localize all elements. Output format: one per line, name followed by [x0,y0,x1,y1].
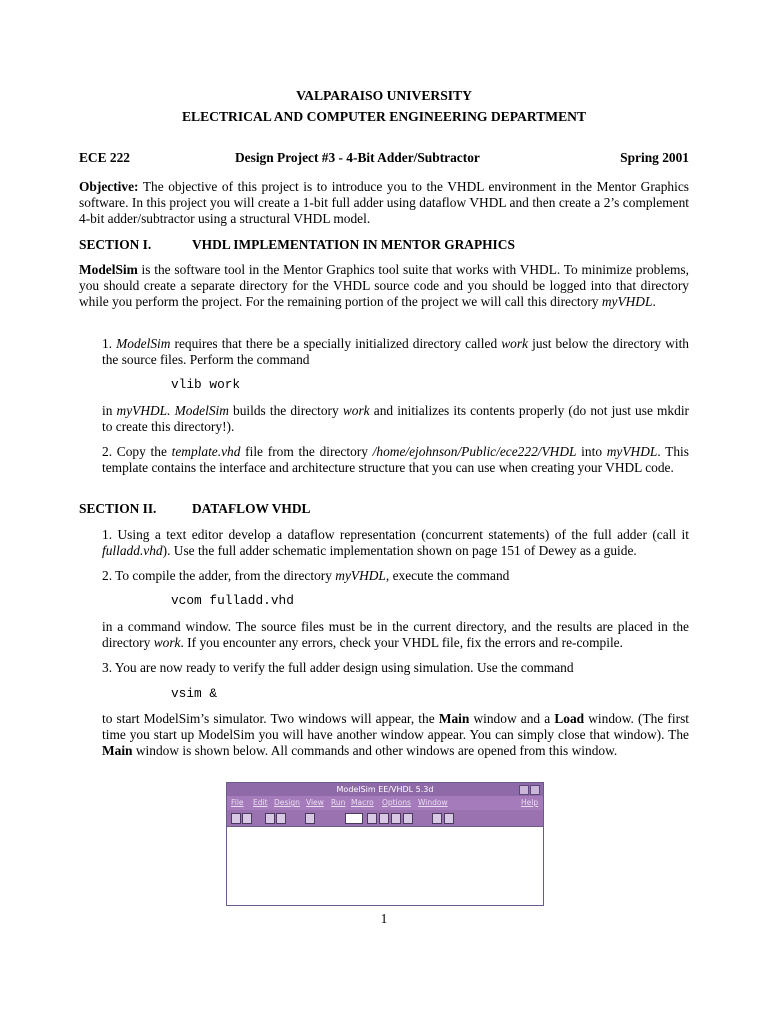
section-2-title: DATAFLOW VHDL [192,501,311,516]
modelsim-intro-paragraph [79,262,689,310]
menu-file: File [231,798,244,807]
intro-text: is the software tool in the Mentor Graphics tool suite that works with VHDL. To minimize problems, you should create a separate directory for the VHDL source code and you should be logged into that directory while you perform the project. For the remaining portion of the project we will call this directory [79,262,689,309]
command-vcom: vcom fulladd.vhd [171,593,294,608]
close-icon [530,785,540,795]
menu-view: View [306,798,324,807]
paste-icon [276,813,286,824]
section-2-step-3-result [102,711,689,759]
dir-name: myVHDL [335,568,386,583]
path: /home/ejohnson/Public/ece222/VHDL [372,444,577,459]
main-window-label: Main [102,743,133,758]
department-title: ELECTRICAL AND COMPUTER ENGINEERING DEPARTMENT [181,109,587,124]
dir-name: myVHDL. [116,403,171,418]
continue-icon [379,813,389,824]
text: builds the directory [228,403,343,418]
text: into [576,444,607,459]
section-1-step-2 [102,444,689,476]
dir-name: myVHDL [601,294,653,309]
text: window is shown below. All commands and other windows are opened from this window. [132,743,618,758]
step-text: requires that there be a specially initialized directory called [170,336,502,351]
section-1-step-1-result [102,403,689,435]
text: in a command window. The source files must be in the current directory, and the results are placed in the directory [102,619,689,650]
transcript-pane [227,827,543,905]
term: Spring 2001 [620,150,689,165]
copy-icon [265,813,275,824]
menu-window: Window [418,798,448,807]
work-dir: work [153,635,181,650]
open-icon [231,813,241,824]
section-1-number: SECTION I. [79,237,152,252]
menu-help: Help [521,798,539,807]
step-icon [305,813,315,824]
load-window-label: Load [554,711,585,726]
minimize-icon [519,785,529,795]
menu-macro: Macro [351,798,374,807]
objective-label: Objective: [79,179,139,194]
dir-name: myVHDL [606,444,658,459]
text: 2. To compile the adder, from the directory [102,568,336,583]
break-icon [403,813,413,824]
window-title: ModelSim EE/VHDL 5.3d [336,785,434,794]
text: 1. Using a text editor develop a dataflow representation (concurrent statements) of the full adder (call it [102,527,689,542]
run-all-icon [391,813,401,824]
work-dir: work [342,403,370,418]
section-2-heading [79,501,311,517]
menu-design: Design [274,798,300,807]
text: window. (The first time you start up ModelSim you will have another window appear. You can simply close that window). The [102,711,690,742]
run-icon [367,813,377,824]
section-2-step-1 [102,527,689,559]
text: . This template contains the interface and architecture structure that you can use when creating your VHDL code. [102,444,689,475]
section-2-step-3: 3. You are now ready to verify the full adder design using simulation. Use the command [102,660,574,675]
objective-paragraph [79,179,689,227]
course-line [79,150,689,166]
text: and initializes its contents properly (do not just use mkdir to create this directory!). [102,403,690,434]
command-vlib: vlib work [171,377,241,392]
modelsim-main-window-screenshot [226,782,544,906]
text: ). Use the full adder schematic implementation shown on page 151 of Dewey as a guide. [162,543,637,558]
window-titlebar [227,783,543,796]
project-title: Design Project #3 - 4-Bit Adder/Subtractor [235,150,480,165]
file-name: fulladd.vhd [102,543,163,558]
main-window-label: Main [438,711,470,726]
text: in [102,403,117,418]
command-vsim: vsim & [171,686,218,701]
page-number: 1 [380,911,388,926]
text: file from the directory [240,444,373,459]
course-code: ECE 222 [79,150,130,165]
menu-options: Options [382,798,411,807]
menu-bar [227,796,543,810]
modelsim-name: ModelSim [174,403,229,418]
work-dir: work [501,336,529,351]
modelsim-name: ModelSim [116,336,171,351]
section-2-number: SECTION II. [79,501,157,516]
section-1-step-1 [102,336,689,368]
section-1-heading [79,237,515,253]
run-length-field [345,813,363,824]
step-number: 1. [102,336,117,351]
text: 2. Copy the [102,444,172,459]
save-icon [242,813,252,824]
section-1-title: VHDL IMPLEMENTATION IN MENTOR GRAPHICS [192,237,515,252]
intro-end: . [652,294,656,309]
university-title: VALPARAISO UNIVERSITY [296,88,472,103]
section-2-step-2 [102,568,689,584]
restart-icon [444,813,454,824]
modelsim-name: ModelSim [79,262,138,277]
file-name: template.vhd [171,444,241,459]
objective-text: The objective of this project is to introduce you to the VHDL environment in the Mentor Graphics software. In this project you will create a 1-bit full adder using dataflow VHDL and then create a 2’s complement 4-bit adder/subtractor using a structural VHDL model. [79,179,689,226]
text: , execute the command [385,568,510,583]
section-2-step-2-result [102,619,689,651]
text: . If you encounter any errors, check your VHDL file, fix the errors and re-compile. [180,635,623,650]
step-text: just below the directory with the source files. Perform the command [102,336,689,367]
text: window and a [469,711,555,726]
tool-bar [227,810,543,827]
menu-edit: Edit [253,798,268,807]
menu-run: Run [331,798,346,807]
text: to start ModelSim’s simulator. Two windows will appear, the [102,711,439,726]
step-over-icon [432,813,442,824]
